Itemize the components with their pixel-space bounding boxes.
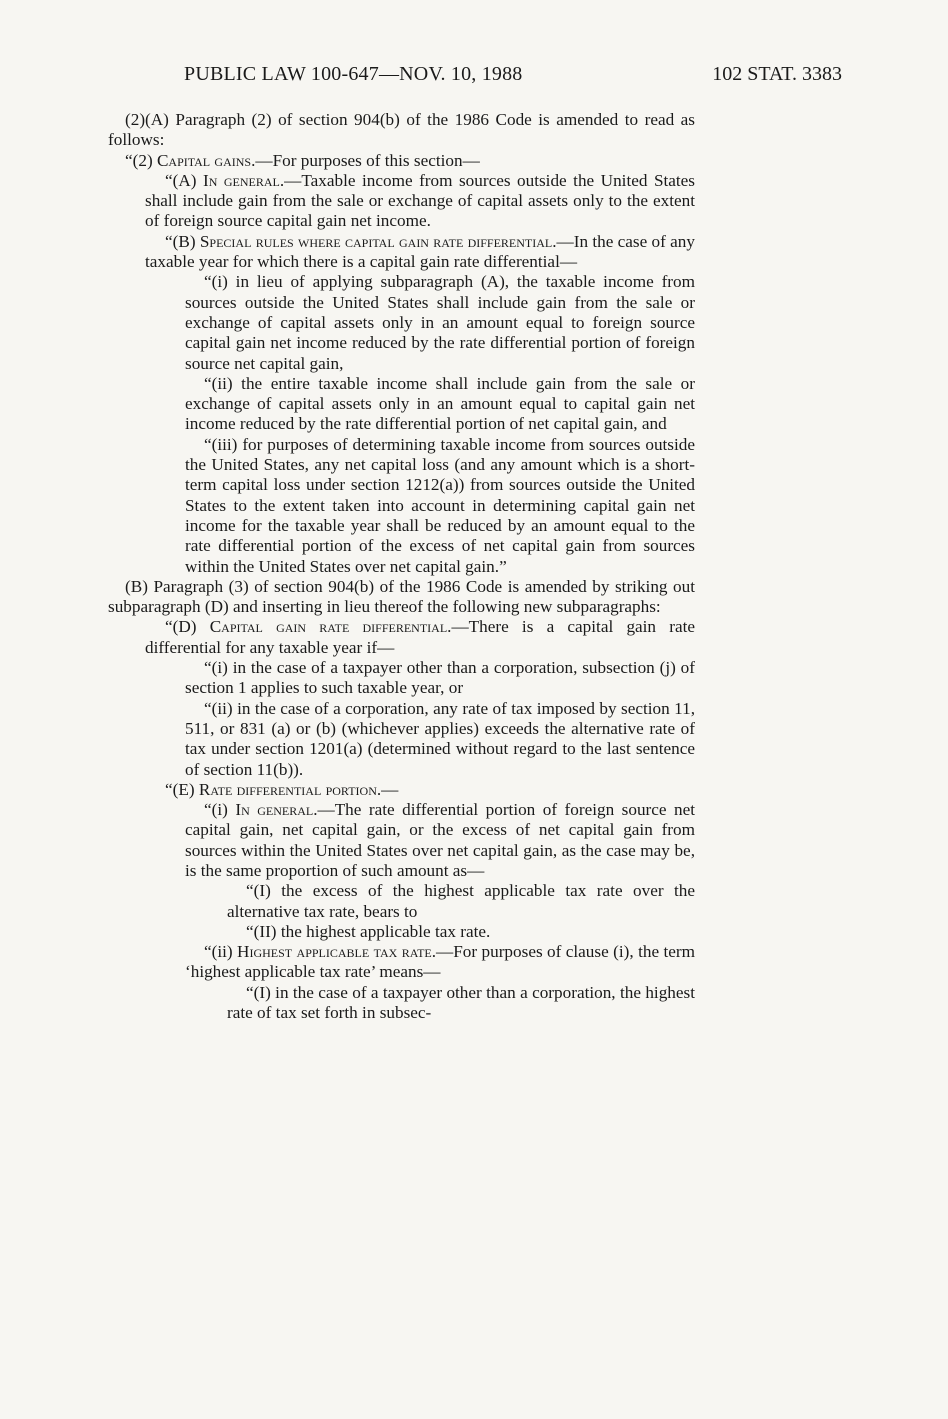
- paragraph-capital-gain-rate-differential-D: [145, 617, 695, 658]
- clause-label: “(E): [165, 779, 199, 799]
- clause-D-ii: “(ii) in the case of a corporation, any rate of tax imposed by section 11, 511, or 831 (a) or (b) (whichever applies) exceeds the alternative rate of tax under section 1201(a) (determined without regard to the last sentence of section 11(b)).: [185, 698, 695, 779]
- paragraph-rate-differential-portion-E: [145, 780, 695, 800]
- clause-label: “(D): [165, 617, 210, 637]
- header-public-law: PUBLIC LAW 100-647—NOV. 10, 1988: [184, 63, 523, 85]
- clause-label: “(B): [165, 231, 200, 251]
- heading-in-general: In general: [202, 170, 280, 190]
- header-stat-page: 102 STAT. 3383: [712, 63, 842, 85]
- paragraph-text: .—The rate differential portion of foreign source net capital gain, net capital gain, or the excess of net capital gain from sources within the United States over net capital gain, as the case may be, is the same proportion of such amount as—: [185, 800, 695, 880]
- subclause-I: “(I) the excess of the highest applicable tax rate over the alternative tax rate, bears to: [227, 881, 695, 921]
- clause-D-i: “(i) in the case of a taxpayer other than a corporation, subsection (j) of section 1 applies to such taxable year, or: [185, 658, 695, 698]
- paragraph-text: .—For purposes of this section—: [251, 150, 480, 170]
- subclause-E-ii-I: “(I) in the case of a taxpayer other than a corporation, the highest rate of tax set forth in subsec-: [227, 982, 695, 1023]
- heading-capital-gains: Capital gains: [156, 150, 252, 170]
- paragraph-capital-gains: [108, 151, 695, 171]
- clause-E-i: [185, 800, 695, 881]
- clause-iii: “(iii) for purposes of determining taxable income from sources outside the United States, any net capital loss (and any amount which is a short-term capital loss under section 1212(a)) from sources outside the United States to the extent taken into account in determining capital gain net income for the taxable year shall be reduced by an amount equal to the rate differential portion of the excess of net capital gain from sources within the United States over net capital gain.”: [185, 434, 695, 576]
- paragraph-2A: (2)(A) Paragraph (2) of section 904(b) of the 1986 Code is amended to read as follows:: [108, 110, 695, 150]
- heading-in-general: In general: [235, 800, 314, 820]
- heading-special-rules: Special rules where capital gain rate differential: [199, 231, 553, 251]
- paragraph-in-general-A: [145, 171, 695, 232]
- paragraph-text: .—For purposes of clause (i), the term ‘highest applicable tax rate’ means—: [185, 942, 695, 982]
- heading-highest-applicable-tax-rate: Highest applicable tax rate: [237, 942, 432, 962]
- paragraph-text: .—In the case of any taxable year for which there is a capital gain rate differential—: [145, 231, 695, 272]
- subclause-II: “(II) the highest applicable tax rate.: [246, 921, 491, 941]
- clause-label: “(2): [125, 150, 157, 170]
- paragraph-special-rules-B: [145, 232, 695, 273]
- clause-i: “(i) in lieu of applying subparagraph (A), the taxable income from sources outside the United States shall include gain from the sale or exchange of capital assets only in an amount equal to foreign source capital gain net income reduced by the rate differential portion of foreign source net capital gain,: [185, 272, 695, 373]
- document-body: [108, 110, 695, 1023]
- heading-rate-differential-portion: Rate differential portion: [198, 779, 377, 799]
- clause-label: “(A): [165, 170, 203, 190]
- paragraph-text: .—There is a capital gain rate differential for any taxable year if—: [145, 617, 695, 657]
- clause-E-ii: [185, 942, 695, 983]
- clause-label: “(ii): [204, 942, 238, 962]
- paragraph-text: .—Taxable income from sources outside the United States shall include gain from the sale or exchange of capital assets only to the extent of foreign source capital gain net income.: [145, 170, 695, 231]
- clause-ii: “(ii) the entire taxable income shall include gain from the sale or exchange of capital assets only in an amount equal to capital gain net income reduced by the rate differential portion of net capital gain, and: [185, 373, 695, 434]
- heading-capital-gain-rate-differential: Capital gain rate differential: [209, 617, 448, 637]
- clause-label: “(i): [204, 800, 236, 820]
- paragraph-text: .—: [376, 779, 399, 799]
- paragraph-2B: (B) Paragraph (3) of section 904(b) of the 1986 Code is amended by striking out subparagraph (D) and inserting in lieu thereof the following new subparagraphs:: [108, 576, 695, 617]
